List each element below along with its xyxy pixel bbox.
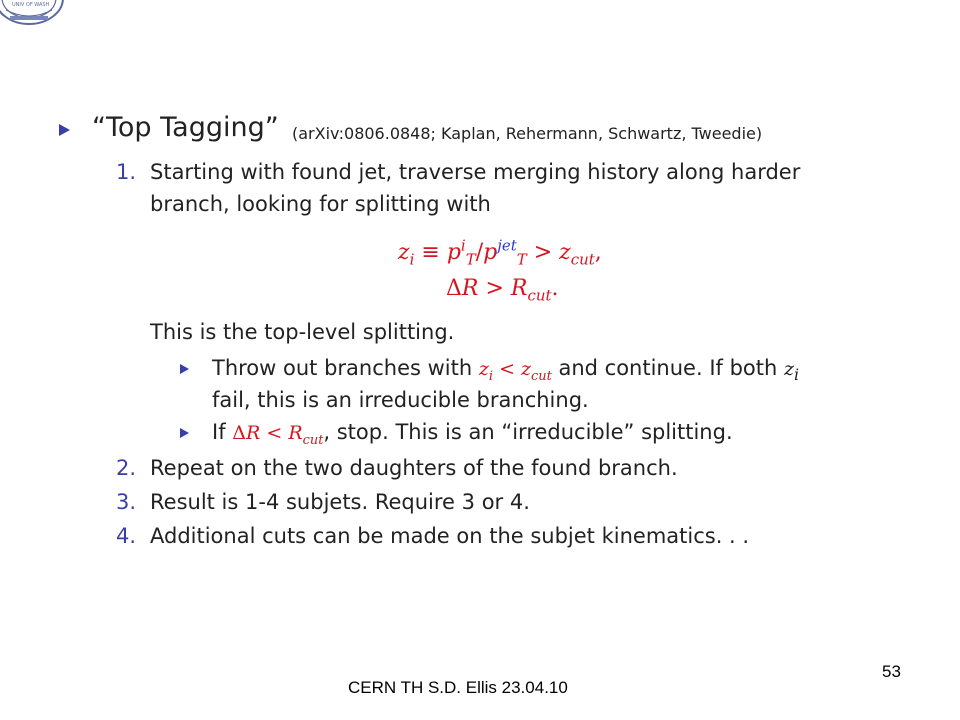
sub-bullet-triangle-icon xyxy=(180,428,189,438)
footer-author-date: CERN TH S.D. Ellis 23.04.10 xyxy=(348,678,568,697)
sub-bullet-1-line-2: fail, this is an irreducible branching. xyxy=(212,388,589,412)
equation-line-2: $\Delta R > R_{cut}$. xyxy=(446,276,559,305)
bullet-triangle-icon xyxy=(59,124,70,136)
equation-line-1: $z_i \equiv p^i_T/p^{jet}_T > z_{cut}$, xyxy=(398,236,602,269)
sub-bullet-triangle-icon xyxy=(180,364,189,374)
slide-heading: “Top Tagging” xyxy=(92,112,279,143)
top-level-text: This is the top-level splitting. xyxy=(150,320,455,344)
sub-bullet-2: If $\Delta R < R_{cut}$, stop. This is an “irreducible” splitting. xyxy=(212,420,733,448)
citation: (arXiv:0806.0848; Kaplan, Rehermann, Schwartz, Tweedie) xyxy=(292,124,763,143)
step-number-3: 3. xyxy=(116,490,137,514)
step-number-4: 4. xyxy=(116,524,137,548)
step-3-line-1: Result is 1-4 subjets. Require 3 or 4. xyxy=(150,490,530,514)
step-1-line-1: Starting with found jet, traverse merging history along harder xyxy=(150,160,801,184)
step-1-line-2: branch, looking for splitting with xyxy=(150,192,491,216)
step-number-1: 1. xyxy=(116,160,137,184)
sub-bullet-1-line-1: Throw out branches with $z_i < z_{cut}$ and continue. If both $z_i$ xyxy=(212,356,800,384)
logo-text: UNIV OF WASH xyxy=(12,2,50,8)
step-number-2: 2. xyxy=(116,456,137,480)
step-2-line-1: Repeat on the two daughters of the found branch. xyxy=(150,456,678,480)
page-number: 53 xyxy=(882,662,901,681)
step-4-line-1: Additional cuts can be made on the subjet kinematics. . . xyxy=(150,524,750,548)
